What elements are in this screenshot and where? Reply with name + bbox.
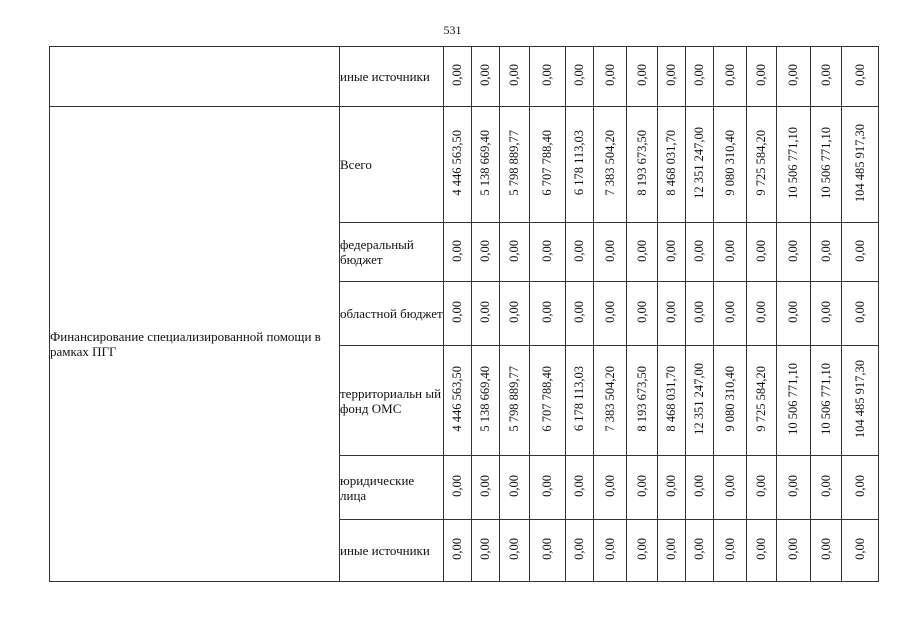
value-text: 0,00: [786, 538, 800, 560]
value-cell: [747, 282, 777, 346]
value-cell: [594, 456, 627, 520]
value-text: 0,00: [634, 64, 649, 86]
value-text: 0,00: [664, 64, 678, 86]
value-text: 0,00: [634, 239, 649, 262]
value-text: 0,00: [722, 301, 737, 323]
value-cell: [842, 282, 879, 346]
value-text: 0,00: [664, 538, 678, 560]
value-text: 0,00: [572, 301, 586, 323]
value-text: 6 178 113,03: [572, 366, 586, 432]
value-cell: [444, 520, 472, 582]
value-cell: [627, 456, 658, 520]
value-text: 0,00: [602, 239, 617, 262]
value-text: 0,00: [450, 239, 464, 262]
value-cell: [530, 223, 566, 282]
value-text: 0,00: [754, 239, 768, 262]
value-cell: [530, 346, 566, 456]
value-cell: [444, 456, 472, 520]
value-text: 0,00: [602, 301, 617, 323]
value-text: 0,00: [664, 475, 678, 497]
value-cell: [777, 47, 811, 107]
value-cell: [686, 107, 714, 223]
value-cell: [811, 107, 842, 223]
value-cell: [627, 520, 658, 582]
value-cell: [686, 520, 714, 582]
value-text: 0,00: [722, 239, 737, 262]
value-cell: [530, 47, 566, 107]
value-text: 0,00: [692, 64, 706, 86]
value-cell: [444, 47, 472, 107]
value-text: 0,00: [602, 475, 617, 497]
value-cell: [627, 223, 658, 282]
program-name-cell: [50, 47, 340, 107]
value-text: 0,00: [754, 301, 768, 323]
value-cell: [566, 223, 594, 282]
value-cell: [811, 456, 842, 520]
value-cell: [842, 456, 879, 520]
value-text: 0,00: [450, 64, 464, 86]
value-cell: [500, 346, 530, 456]
value-text: 0,00: [450, 301, 464, 323]
value-cell: [686, 456, 714, 520]
value-text: 0,00: [478, 475, 492, 497]
value-cell: [777, 107, 811, 223]
value-cell: [627, 47, 658, 107]
value-text: 0,00: [692, 538, 706, 560]
value-cell: [444, 346, 472, 456]
value-cell: [842, 346, 879, 456]
value-cell: [811, 47, 842, 107]
value-cell: [472, 47, 500, 107]
value-cell: [500, 282, 530, 346]
value-cell: [500, 107, 530, 223]
funding-source-cell: юридические лица: [340, 456, 444, 520]
value-text: 9 725 584,20: [754, 130, 768, 196]
value-cell: [777, 282, 811, 346]
value-text: 0,00: [634, 538, 649, 560]
value-cell: [444, 282, 472, 346]
value-cell: [627, 346, 658, 456]
value-cell: [658, 223, 686, 282]
value-cell: [566, 47, 594, 107]
value-text: 10 506 771,10: [786, 363, 800, 435]
value-text: 5 798 889,77: [507, 130, 521, 196]
value-text: 9 080 310,40: [722, 366, 737, 432]
value-text: 0,00: [852, 239, 867, 262]
value-cell: [627, 282, 658, 346]
value-text: 0,00: [540, 64, 554, 86]
value-cell: [594, 223, 627, 282]
value-text: 10 506 771,10: [818, 363, 833, 435]
value-cell: [747, 346, 777, 456]
value-text: 9 725 584,20: [754, 366, 768, 432]
value-cell: [811, 223, 842, 282]
value-cell: [777, 520, 811, 582]
value-cell: [811, 346, 842, 456]
value-text: 0,00: [478, 301, 492, 323]
value-text: 12 351 247,00: [692, 363, 706, 435]
value-cell: [594, 47, 627, 107]
value-text: 8 193 673,50: [634, 366, 649, 432]
value-text: 7 383 504,20: [602, 130, 617, 196]
value-cell: [686, 223, 714, 282]
program-name-cell: Финансирование специализированной помощи в рамках ПГГ: [50, 107, 340, 582]
value-cell: [566, 346, 594, 456]
value-text: 9 080 310,40: [722, 130, 737, 196]
value-cell: [686, 47, 714, 107]
value-text: 5 798 889,77: [507, 366, 521, 432]
value-cell: [777, 346, 811, 456]
value-cell: [777, 223, 811, 282]
value-cell: [714, 520, 747, 582]
value-cell: [714, 47, 747, 107]
value-text: 0,00: [507, 239, 521, 262]
value-text: 0,00: [540, 475, 554, 497]
value-cell: [500, 47, 530, 107]
value-text: 0,00: [818, 64, 833, 86]
value-text: 0,00: [572, 538, 586, 560]
value-cell: [594, 282, 627, 346]
funding-source-cell: областной бюджет: [340, 282, 444, 346]
value-cell: [566, 107, 594, 223]
value-cell: [747, 107, 777, 223]
page-number: 531: [443, 23, 462, 37]
value-cell: [714, 107, 747, 223]
value-text: 0,00: [852, 301, 867, 323]
value-text: 12 351 247,00: [692, 127, 706, 199]
value-text: 0,00: [754, 64, 768, 86]
table-row: [50, 47, 879, 107]
value-text: 8 468 031,70: [664, 366, 678, 432]
value-cell: [594, 520, 627, 582]
value-text: 0,00: [540, 538, 554, 560]
funding-table: [49, 46, 879, 582]
value-cell: [566, 456, 594, 520]
value-cell: [444, 107, 472, 223]
value-text: 7 383 504,20: [602, 366, 617, 432]
value-text: 0,00: [478, 239, 492, 262]
value-text: 0,00: [478, 64, 492, 86]
value-cell: [747, 520, 777, 582]
value-cell: [842, 223, 879, 282]
value-text: 0,00: [450, 538, 464, 560]
value-cell: [472, 456, 500, 520]
value-text: 8 468 031,70: [664, 130, 678, 196]
value-text: 0,00: [602, 538, 617, 560]
value-text: 4 446 563,50: [450, 366, 464, 432]
value-cell: [658, 456, 686, 520]
value-cell: [472, 346, 500, 456]
value-text: 0,00: [818, 475, 833, 497]
value-text: 0,00: [692, 475, 706, 497]
value-text: 0,00: [507, 538, 521, 560]
value-text: 0,00: [786, 64, 800, 86]
value-text: 104 485 917,30: [852, 123, 867, 203]
funding-source-cell: иные источники: [340, 47, 444, 107]
value-cell: [530, 282, 566, 346]
value-cell: [747, 456, 777, 520]
value-text: 0,00: [852, 538, 867, 560]
value-text: 0,00: [818, 301, 833, 323]
value-cell: [714, 282, 747, 346]
value-text: 0,00: [540, 301, 554, 323]
value-text: 0,00: [572, 64, 586, 86]
value-cell: [714, 223, 747, 282]
value-cell: [658, 520, 686, 582]
value-cell: [714, 456, 747, 520]
value-text: 0,00: [540, 239, 554, 262]
value-text: 0,00: [572, 475, 586, 497]
value-text: 0,00: [852, 475, 867, 497]
value-cell: [566, 520, 594, 582]
value-cell: [472, 282, 500, 346]
value-cell: [594, 107, 627, 223]
value-cell: [842, 47, 879, 107]
value-text: 0,00: [450, 475, 464, 497]
funding-source-cell: федеральный бюджет: [340, 223, 444, 282]
value-cell: [747, 47, 777, 107]
value-cell: [842, 520, 879, 582]
value-text: 4 446 563,50: [450, 130, 464, 196]
value-text: 6 707 788,40: [540, 366, 554, 432]
value-text: 0,00: [478, 538, 492, 560]
value-cell: [658, 107, 686, 223]
value-cell: [500, 223, 530, 282]
value-text: 0,00: [722, 64, 737, 86]
value-text: 0,00: [818, 538, 833, 560]
value-text: 5 138 669,40: [478, 130, 492, 196]
value-cell: [472, 223, 500, 282]
value-text: 0,00: [692, 239, 706, 262]
value-cell: [500, 456, 530, 520]
value-text: 0,00: [786, 301, 800, 323]
value-text: 6 707 788,40: [540, 130, 554, 196]
value-text: 0,00: [818, 239, 833, 262]
value-text: 8 193 673,50: [634, 130, 649, 196]
value-cell: [594, 346, 627, 456]
value-cell: [777, 456, 811, 520]
value-cell: [842, 107, 879, 223]
value-cell: [658, 282, 686, 346]
value-text: 0,00: [722, 538, 737, 560]
value-cell: [714, 346, 747, 456]
value-text: 6 178 113,03: [572, 130, 586, 196]
value-text: 0,00: [786, 239, 800, 262]
value-text: 0,00: [664, 301, 678, 323]
value-text: 0,00: [572, 239, 586, 262]
value-text: 0,00: [507, 475, 521, 497]
value-text: 0,00: [692, 301, 706, 323]
value-text: 0,00: [852, 64, 867, 86]
value-cell: [472, 107, 500, 223]
value-cell: [530, 107, 566, 223]
value-text: 0,00: [754, 475, 768, 497]
value-cell: [444, 223, 472, 282]
value-text: 0,00: [602, 64, 617, 86]
value-text: 0,00: [754, 538, 768, 560]
value-cell: [686, 346, 714, 456]
value-text: 0,00: [664, 239, 678, 262]
value-cell: [627, 107, 658, 223]
value-cell: [811, 282, 842, 346]
value-cell: [472, 520, 500, 582]
value-text: 0,00: [507, 64, 521, 86]
value-cell: [530, 520, 566, 582]
value-text: 0,00: [722, 475, 737, 497]
value-cell: [566, 282, 594, 346]
funding-source-cell: иные источники: [340, 520, 444, 582]
value-text: 0,00: [507, 301, 521, 323]
value-cell: [500, 520, 530, 582]
value-cell: [811, 520, 842, 582]
value-text: 0,00: [634, 475, 649, 497]
funding-source-cell: Всего: [340, 107, 444, 223]
value-text: 104 485 917,30: [852, 359, 867, 439]
funding-source-cell: территориальн ый фонд ОМС: [340, 346, 444, 456]
value-text: 0,00: [634, 301, 649, 323]
value-cell: [530, 456, 566, 520]
value-cell: [686, 282, 714, 346]
value-cell: [658, 47, 686, 107]
value-cell: [658, 346, 686, 456]
value-text: 0,00: [786, 475, 800, 497]
value-cell: [747, 223, 777, 282]
table-row: [50, 107, 879, 223]
value-text: 5 138 669,40: [478, 366, 492, 432]
value-text: 10 506 771,10: [818, 127, 833, 199]
value-text: 10 506 771,10: [786, 127, 800, 199]
